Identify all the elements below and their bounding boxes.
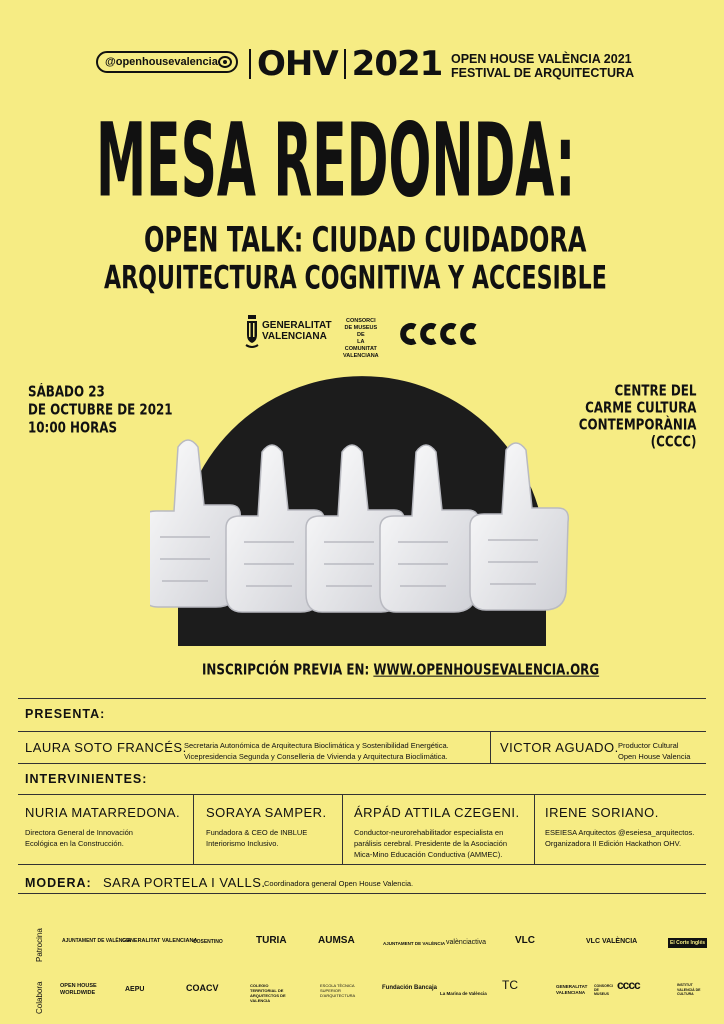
thumbs-up-illustration [150,372,590,648]
museus-line: DE MUSEUS [344,325,378,331]
museus-line: DE [357,332,365,338]
sponsor-logo: El Corte Inglés [670,940,706,946]
divider [18,731,706,732]
desc-line: parálisis cerebral. Presidente de la Asociación [354,839,507,848]
collaborator-logo: Fundación Bancaja [382,985,438,991]
presenter-2-name: VICTOR AGUADO. [500,740,619,755]
subtitle-2: ARQUITECTURA COGNITIVA Y ACCESIBLE [104,258,607,297]
sponsor-logo: AJUNTAMENT DE VALÈNCIA [383,941,446,946]
sponsor-logo: GENERALITAT VALENCIANA [122,938,198,944]
desc-line: Open House Valencia [618,752,691,761]
speaker-4-desc [545,827,694,849]
instagram-handle-pill[interactable] [96,51,238,73]
generalitat-crest-icon [245,315,259,351]
registration-link[interactable]: WWW.OPENHOUSEVALENCIA.ORG [373,662,600,679]
speaker-4-name: IRENE SORIANO. [545,805,659,820]
desc-line: Productor Cultural [618,741,679,750]
divider [344,49,346,79]
desc-line: Interiorismo Inclusivo. [206,839,279,848]
divider [18,763,706,764]
collaborator-logo: OPEN HOUSE WORLDWIDE [60,983,97,996]
museus-line: CONSORCI [346,318,376,324]
desc-line: Directora General de Innovación [25,828,133,837]
venue-line-1: CENTRE DEL [614,383,696,400]
presenta-heading: PRESENTA: [25,707,106,721]
desc-line: Vicepresidencia Segunda y Conselleria de Vivienda y Arquitectura Bioclimática. [184,752,448,761]
venue-line-3: CONTEMPORÀNIA [578,417,696,434]
presenter-1-name: LAURA SOTO FRANCÉS. [25,740,187,755]
divider [490,731,491,763]
sponsor-logo: AUMSA [318,935,355,946]
desc-line: Organizadora II Edición Hackathon OHV. [545,839,682,848]
speaker-1-name: NURIA MATARREDONA. [25,805,181,820]
subtitle-1: OPEN TALK: CIUDAD CUIDADORA [144,220,587,261]
handle-text: @openhousevalencia [105,56,218,68]
moderator-desc: Coordinadora general Open House Valencia. [264,879,414,888]
desc-line: Conductor-neurorehabilitador especialista en [354,828,504,837]
presenter-2-desc [618,740,690,762]
collaborator-logo: COLEGIO TERRITORIAL DE ARQUITECTOS DE VALENCIA [250,983,286,1003]
consorci-museus-logo [343,318,379,360]
divider [249,49,251,79]
desc-line: Mica-Mino Educación Conductiva (AMMEC). [354,850,503,859]
moderator-name: SARA PORTELA I VALLS. [103,875,266,890]
sponsor-logo: COSENTINO [193,939,223,945]
speaker-3-name: ÁRPÁD ATTILA CZEGENI. [354,805,520,820]
divider [18,794,706,795]
museus-line: VALENCIANA [343,353,379,359]
venue-line-4: (CCCC) [650,434,696,451]
speaker-2-name: SORAYA SAMPER. [206,805,327,820]
sponsor-logo: VLC VALÈNCIA [586,938,638,945]
generalitat-logo-text [262,320,332,342]
collaborator-logo: TC [502,978,518,992]
patrocina-label: Patrocina [35,928,44,962]
event-time: 10:00 HORAS [28,420,118,437]
divider [18,698,706,699]
date-line-2: DE OCTUBRE DE 2021 [28,402,173,419]
sponsor-logo: TURIA [256,935,287,946]
date-line-1: SÁBADO 23 [28,384,105,401]
brand-logo [243,44,442,84]
museus-line: LA [357,339,365,345]
divider [18,893,706,894]
collaborator-logo: INSTITUT VALENCIÀ DE CULTURA [677,983,701,996]
collaborator-logo: GENERALITAT VALENCIANA [556,984,588,995]
museus-line: COMUNITAT [344,346,377,352]
divider [18,864,706,865]
gv-line-1: GENERALITAT [262,320,332,331]
sponsor-logo: AJUNTAMENT DE VALÈNCIA [62,938,131,944]
registration-label: INSCRIPCIÓN PREVIA EN: [202,662,370,679]
gv-line-2: VALENCIANA [262,331,327,342]
collaborator-logo: cccc [617,978,640,992]
collaborator-logo: COACV [186,983,219,993]
collaborator-logo: La Marina de València [440,991,487,996]
collaborator-logo: CONSORCI DE MUSEUS [594,984,613,996]
collaborator-logo: AEPU [125,986,145,993]
presenter-1-desc [184,740,449,762]
intervinientes-heading: INTERVINIENTES: [25,772,148,786]
cccc-logo [397,322,483,346]
festival-label [451,52,634,80]
registration-line [202,662,599,679]
speaker-2-desc [206,827,307,849]
sponsor-logo: valènciactiva [446,939,487,946]
brand-name: OHV [257,44,338,84]
main-title: MESA REDONDA: [96,101,576,221]
speaker-3-desc [354,827,507,860]
venue-line-2: CARME CULTURA [584,400,696,417]
sponsor-logo: VLC [515,935,535,946]
festival-line-2: FESTIVAL DE ARQUITECTURA [451,66,635,80]
divider [534,794,535,864]
desc-line: Ecológica en la Construcción. [25,839,124,848]
eye-icon [218,56,232,68]
desc-line: ESEIESA Arquitectos @eseiesa_arquitectos. [545,828,695,837]
brand-year: 2021 [351,44,443,84]
divider [193,794,194,864]
modera-heading: MODERA: [25,876,92,890]
collaborator-logo: ESCOLA TÈCNICA SUPERIOR D'ARQUITECTURA [320,983,356,998]
speaker-1-desc [25,827,133,849]
divider [342,794,343,864]
colabora-label: Colabora [35,981,44,1014]
desc-line: Secretaria Autonómica de Arquitectura Bioclimática y Sostenibilidad Energética. [184,741,449,750]
desc-line: Fundadora & CEO de INBLUE [206,828,308,837]
festival-line-1: OPEN HOUSE VALÈNCIA 2021 [451,52,632,66]
